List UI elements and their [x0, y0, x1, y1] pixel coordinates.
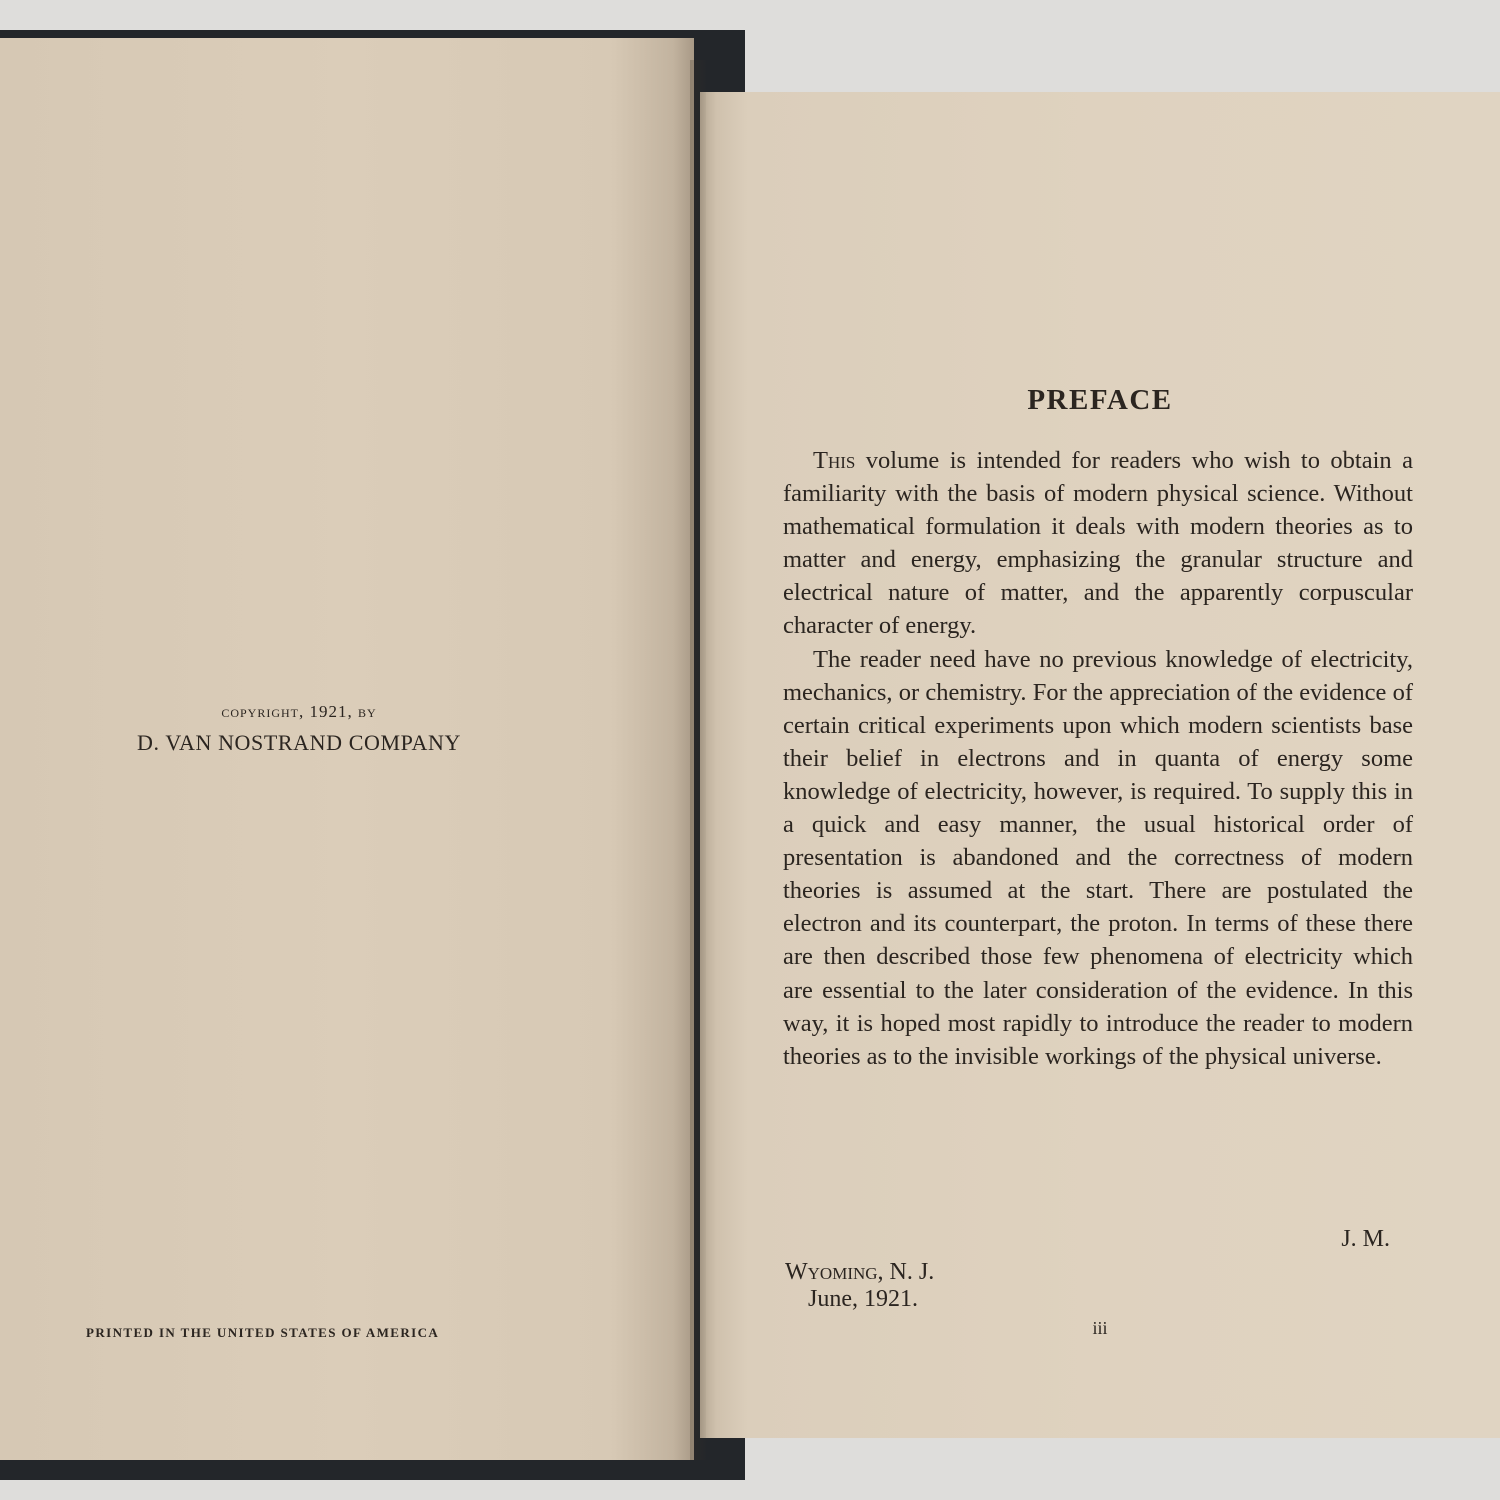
preface-body — [783, 444, 1413, 1073]
paragraph-lead-word: This — [813, 447, 856, 474]
preface-title: PREFACE — [1027, 384, 1173, 416]
book-gutter — [690, 60, 706, 1460]
signing-date: June, 1921. — [808, 1286, 918, 1312]
signing-place: Wyoming, N. J. — [785, 1259, 935, 1285]
printed-imprint: PRINTED IN THE UNITED STATES OF AMERICA — [86, 1325, 440, 1340]
author-initials: J. M. — [1341, 1226, 1390, 1252]
paragraph-1-text: volume is intended for readers who wish to obtain a familiarity with the basis of modern physical science. Without mathematical formulation it deals with modern theories as to matter and energy, emphasizing the granular structure and electrical nature of matter, and the apparently corpuscular character of energy. — [783, 447, 1413, 640]
preface-paragraph-2: The reader need have no previous knowledge of electricity, mechanics, or chemistry. For the appreciation of the evidence of certain critical experiments upon which modern scientists base their belief in electrons and in quanta of energy some knowledge of electricity, however, is required. To supply this in a quick and easy manner, the usual historical order of presentation is abandoned and the correctness of modern theories is assumed at the start. There are postulated the electron and its counterpart, the proton. In terms of these there are then described those few phenomena of electricity which are essential to the later consideration of the evidence. In this way, it is hoped most rapidly to introduce the reader to modern theories as to the invisible workings of the physical universe. — [783, 645, 1413, 1070]
page-number: iii — [1092, 1318, 1108, 1338]
preface-paragraph-1 — [783, 444, 1413, 643]
copyright-line: copyright, 1921, by — [221, 702, 377, 721]
publisher-name: D. VAN NOSTRAND COMPANY — [137, 730, 461, 755]
